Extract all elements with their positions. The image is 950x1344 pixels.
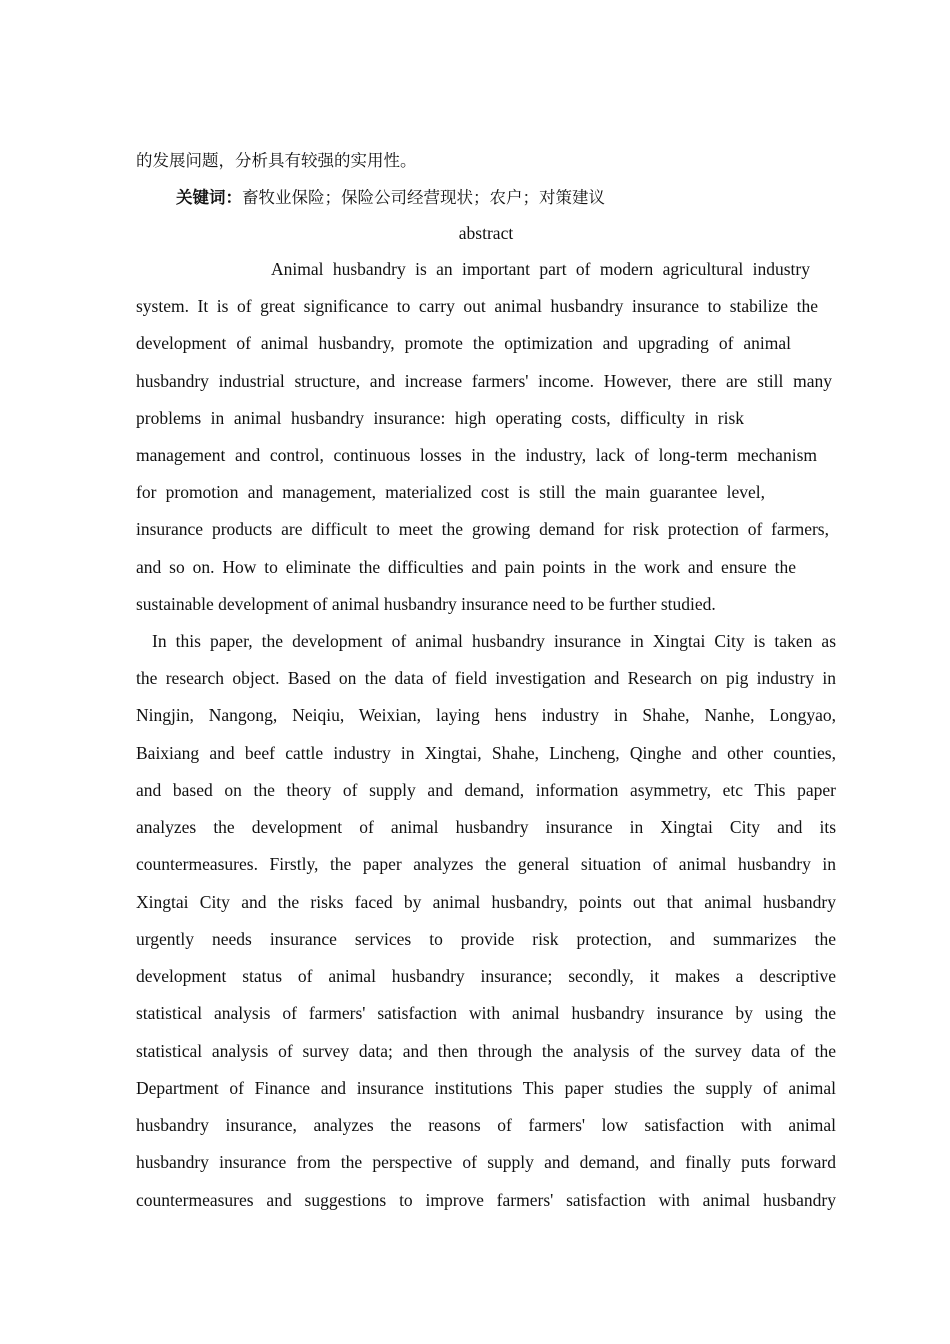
abstract-p2-line: Xingtai City and the risks faced by animal husbandry, points out that animal husbandry [136, 892, 836, 912]
keywords-line [176, 186, 836, 209]
abstract-p2-line: Ningjin, Nangong, Neiqiu, Weixian, laying hens industry in Shahe, Nanhe, Longyao, [136, 705, 836, 725]
abstract-p2-line: Baixiang and beef cattle industry in Xingtai, Shahe, Lincheng, Qinghe and other counties, [136, 743, 836, 763]
abstract-p1-line: husbandry industrial structure, and increase farmers' income. However, there are still many [136, 371, 832, 391]
abstract-p2-line: countermeasures and suggestions to improve farmers' satisfaction with animal husbandry [136, 1190, 836, 1210]
keywords-label: 关键词： [176, 188, 242, 207]
abstract-p2-line: urgently needs insurance services to provide risk protection, and summarizes the [136, 929, 836, 949]
abstract-p2-line: countermeasures. Firstly, the paper analyzes the general situation of animal husbandry in [136, 854, 836, 874]
abstract-p2-line: the research object. Based on the data of field investigation and Research on pig industry in [136, 668, 836, 688]
abstract-p1-line: insurance products are difficult to meet the growing demand for risk protection of farmers, [136, 519, 829, 539]
abstract-p1-line: development of animal husbandry, promote the optimization and upgrading of animal [136, 333, 791, 353]
abstract-p1-line: and so on. How to eliminate the difficulties and pain points in the work and ensure the [136, 557, 796, 577]
abstract-p1-line: system. It is of great significance to carry out animal husbandry insurance to stabilize the [136, 296, 818, 316]
abstract-p2-line: statistical analysis of farmers' satisfaction with animal husbandry insurance by using the [136, 1003, 836, 1023]
abstract-p1-line: for promotion and management, materialized cost is still the main guarantee level, [136, 482, 765, 502]
abstract-p1-line: sustainable development of animal husbandry insurance need to be further studied. [136, 594, 716, 614]
abstract-p1-line: Animal husbandry is an important part of modern agricultural industry [271, 259, 810, 279]
abstract-p2-line: analyzes the development of animal husbandry insurance in Xingtai City and its [136, 817, 836, 837]
abstract-p1-line: problems in animal husbandry insurance: high operating costs, difficulty in risk [136, 408, 744, 428]
chinese-paragraph-tail: 的发展问题，分析具有较强的实用性。 [136, 151, 417, 170]
abstract-p2-line: development status of animal husbandry insurance; secondly, it makes a descriptive [136, 966, 836, 986]
abstract-p2-line: Department of Finance and insurance institutions This paper studies the supply of animal [136, 1078, 836, 1098]
abstract-p2-line: statistical analysis of survey data; and then through the analysis of the survey data of the [136, 1041, 836, 1061]
keywords-value: 畜牧业保险；保险公司经营现状；农户；对策建议 [242, 188, 605, 207]
abstract-p2-line: In this paper, the development of animal husbandry insurance in Xingtai City is taken as [152, 631, 836, 651]
abstract-heading: abstract [458, 223, 514, 243]
abstract-p2-line: husbandry insurance, analyzes the reasons of farmers' low satisfaction with animal [136, 1115, 836, 1135]
abstract-p2-line: and based on the theory of supply and demand, information asymmetry, etc This paper [136, 780, 836, 800]
abstract-p2-line: husbandry insurance from the perspective of supply and demand, and finally puts forward [136, 1152, 836, 1172]
abstract-p1-line: management and control, continuous losses in the industry, lack of long-term mechanism [136, 445, 817, 465]
